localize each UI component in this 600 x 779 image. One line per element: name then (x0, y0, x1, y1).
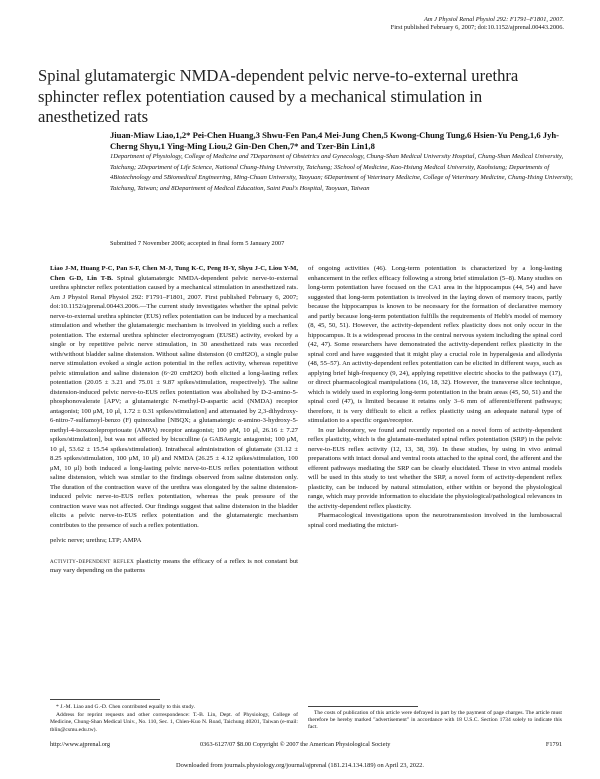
costs-text: The costs of publication of this article were defrayed in part by the payment of page charges. The article must therefore be hereby marked "advertisement" in accordance with 18 U.S.C. Section 1734 solely to indicate this fact. (308, 710, 562, 731)
keywords: pelvic nerve; urethra; LTP; AMPA (50, 537, 142, 544)
footnote-divider (50, 699, 160, 700)
publication-costs-note (308, 706, 562, 732)
body-paragraph: Pharmacological investigations upon the neurotransmission involved in the lumbosacral spinal cord mediating the micturi- (308, 512, 562, 529)
body-column (308, 264, 562, 530)
journal-citation: Am J Physiol Renal Physiol 292: F1791–F1801, 2007. (423, 16, 564, 23)
paper-title: Spinal glutamatergic NMDA-dependent pelvic nerve-to-external urethra sphincter reflex potentiation caused by a mechanical stimulation in anesthetized rats (38, 66, 519, 126)
footnote-divider (308, 706, 418, 707)
copyright: 0363-6127/07 $8.00 Copyright © 2007 the American Physiological Society (200, 741, 391, 748)
footnote-equal-contribution: * J.-M. Liao and G.-D. Chen contributed equally to this study. (56, 704, 195, 710)
page-number: F1791 (545, 741, 562, 748)
submission-dates: Submitted 7 November 2006; accepted in final form 5 January 2007 (110, 240, 285, 247)
abstract-column (50, 264, 298, 576)
journal-header (391, 16, 564, 33)
download-notice: Downloaded from journals.physiology.org/journal/ajprenal (181.214.134.189) on April 23, 2022. (176, 762, 424, 769)
author-list: Jiuan-Miaw Liao,1,2* Pei-Chen Huang,3 Shwu-Fen Pan,4 Mei-Jung Chen,5 Kwong-Chung Tung,6 Hsien-Yu Peng,1,6 Jyh-Cherng Shyu,1 Ying-Ming Liou,2 Gin-Den Chen,7* and Tzer-Bin Lin1,8 (110, 130, 560, 151)
intro-lead: activity-dependent reflex (50, 557, 134, 565)
abstract-body: Spinal glutamatergic NMDA-dependent pelvic nerve-to-external urethra sphincter reflex potentiation caused by a mechanical stimulation in anesthetized rats. Am J Physiol Renal Physiol 292: F1791–F1801, 2007. First published February 6, 2007; doi:10.1152/ajprenal.00443.2006.—The current study investigates whether the spinal pelvic nerve-to-external urethra sphincter (EUS) reflex potentiation can be induced by a mechanical stimulation and whether the glutamatergic mechanism is involved in yielding such a reflex potentiation. The external urethra sphincter electromyogram (EUSE) activity, evoked by a single or by repetitive pelvic nerve stimulation, in 30 anesthetized rats was recorded with/without bladder saline distension. Without saline distension (0 cmH2O), a single pulse nerve stimulation evoked a single action potential in the reflex activity, whereas repetitive pelvic stimulation and saline distension (6~20 cmH2O) both elicited a long-lasting reflex potentiation (20.05 ± 3.21 and 75.01 ± 9.87 spikes/stimulation, respectively). The saline distension-induced pelvic nerve-to-EUS reflex potentiation was abolished by D-2-amino-5-phosphonovalerate [APV; a glutamatergic N-methyl-D-aspartic acid (NMDA) receptor antagonist; 100 μM, 10 μl, 1.72 ± 0.31 spikes/stimulation] and attenuated by 2,3-dihydroxy-6-nitro-7-sulfamoyl-benzo (F) quinoxaline [NBQX; a glutamatergic α-amino-3-hydroxy-5-methyl-4-isoxazolepropriouate (AMPA) receptor antagonist; 100 μM, 10 μl, 26.16 ± 7.27 spikes/stimulation], but was not affected by bicuculline (a GABAergic antagonist; 100 μM, 10 μl, 53.62 ± 15.54 spikes/stimulation). Intrathecal administration of glutamate (31.12 ± 8.25 spikes/stimulation, 100 μM, 10 μl) and NMDA (26.25 ± 4.12 spikes/stimulation, 100 μM, 10 μl) both induced a long-lasting pelvic nerve-to-EUS reflex potentiation without saline distension, which was similar to the findings observed from saline distension only. The duration of the contraction wave of the urethra was elongated by the saline distension-induced pelvic nerve-to-EUS reflex potentiation, whereas the peak pressure of the contraction wave was not affected. Our findings suggest that saline distension in the bladder elicits a pelvic nerve-to-EUS reflex potentiation and the glutamatergic mechanism contributes to the presence of such a reflex potentiation. (50, 274, 298, 529)
body-paragraph: of ongoing activities (46). Long-term potentiation is characterized by a long-lasting enhancement in the reflex efficacy following a strong brief stimulation (5–8). Many studies on long-term potentiation have focused on the CA1 area in the hippocampus (44, 54) and have suggested that long-term potentiation is involved in the laying down of memory traces, partly because the hippocampus is known to be necessary for the formation of declarative memory and partly because long-term potentiation fulfills the requirements of Hebb's model of memory (8, 45, 50, 51). However, the activity-dependent reflex plasticity does not only occur in the hippocampus. It is a widespread process in the central nervous system including the spinal cord (42, 47). Some researchers have demonstrated the activity-dependent reflex plasticity in the spinal cord and have suggested that it might play a crucial role in hyperalgesia and allodynia (48, 55–57). An activity-dependent reflex potentiation can be elicited in different ways, such as applying brief high-frequency (9, 24), applying repetitive electric shocks to the pathways (17), or direct pharmacological manipulations (16, 18, 32). However, the transverse slice technique, which is widely used in exploring long-term potentiation in the brain areas (45, 50, 51) and the spinal cord (47), is limited because it retains only 3–6 mm of afferent/efferent pathways; therefore, it is very difficult to elicit a reflex plasticity using an adequate natural type of stimulation to a specific organ/receptor. (308, 265, 562, 424)
journal-url[interactable]: http://www.ajprenal.org (50, 741, 110, 748)
publication-info: First published February 6, 2007; doi:10.1152/ajprenal.00443.2006. (390, 24, 564, 32)
body-paragraph: In our laboratory, we found and recently reported on a novel form of activity-dependent reflex plasticity, which is the glutamate-mediated spinal reflex potentiation (SRP) in the pelvic nerve-to-EUS reflex activity (12, 13, 38, 39). In these studies, by using in vivo animal preparations with intact dorsal and ventral roots attached to the spinal cord, the afferent and the efferent pathways mediating the SRP can be clearly elucidated. These in vivo animal models will be used in this study to test whether the SRP, a novel form of activity-dependent reflex plasticity, can be induced by natural stimulation, either within or beyond the physiological range, which may provide information to elucidate the physiological/pathological relevances in the activity-dependent reflex plasticity. (308, 426, 562, 510)
intro-paragraph (50, 557, 298, 576)
intro-text: plasticity means the efficacy of a reflex is not constant but may vary depending on the patterns (50, 557, 298, 574)
abstract-authors: Liao J-M, Huang P-C, Pan S-F, Chen M-J, Tung K-C, Peng H-Y, Shyu J-C, Liou Y-M, Chen G-D, Lin T-B. (50, 265, 298, 282)
affiliations: 1Department of Physiology, College of Medicine and 7Department of Obstetrics and Gynecology, Chung-Shan Medical University Hospital, Chung-Shan Medical University, Taichung; 2Department of Life Science, National Chung-Hsing University, Taichung; 3School of Medicine, Kao-Hsiung Medical University, Kaohsiung; Departments of 4Biotechnology and 5Biomedical Engineering, Ming-Chuan University, Taoyuan; 6Department of Veterinary Medicine, College of Veterinary Medicine, Chung-Hsing University, Taichung, Taiwan; and 8Department of Medical Education, Saint Paul's Hospital, Taoyuan, Taiwan (110, 153, 573, 193)
footnote-correspondence: Address for reprint requests and other correspondence: T.-B. Lin, Dept. of Physiology, College of Medicine, Chung-Shan Medical Univ., No. 110, Sec. 1, Chien-Kuo N. Road, Taichung 40201, Taiwan (e-mail: tblin@csmu.edu.tw). (50, 712, 298, 733)
abstract (50, 264, 298, 530)
footnotes (50, 699, 298, 735)
